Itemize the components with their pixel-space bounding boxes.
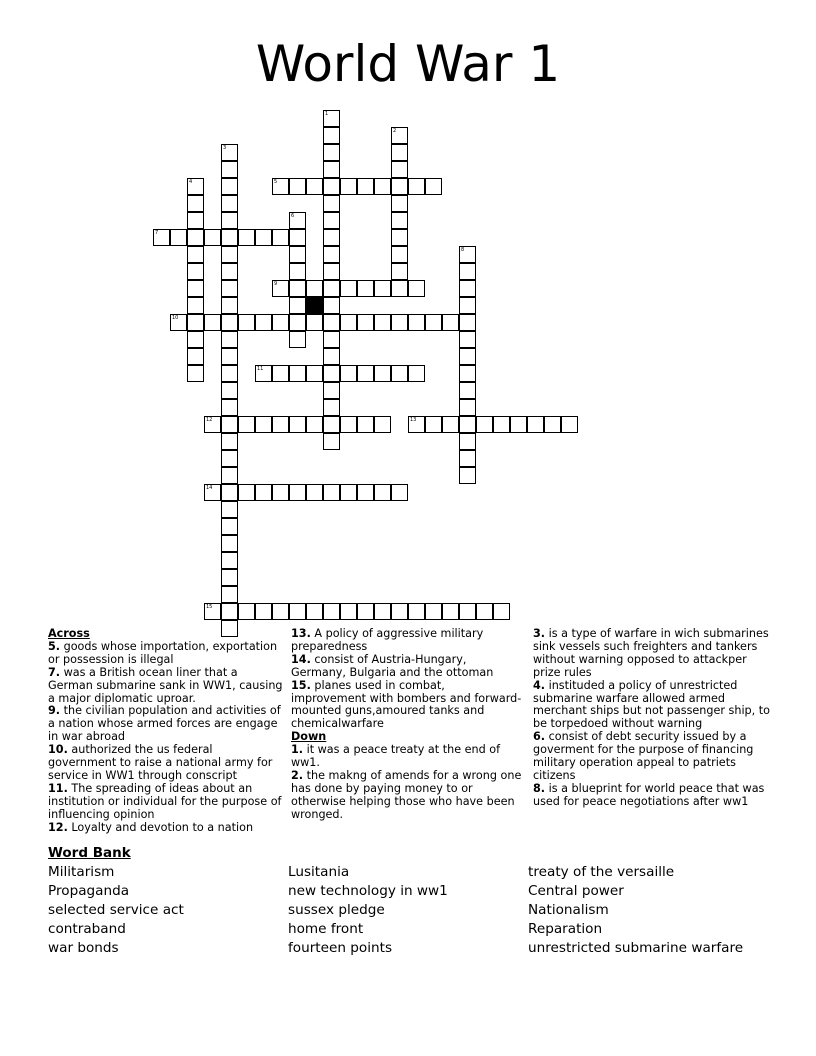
grid-cell[interactable] bbox=[459, 450, 476, 467]
grid-cell[interactable] bbox=[323, 127, 340, 144]
grid-cell[interactable] bbox=[187, 212, 204, 229]
clue-text: instituded a policy of unrestricted submarine warfare allowed armed merchant ships but not passenger ship, to be torpedoed without warning bbox=[533, 678, 770, 731]
grid-cell[interactable] bbox=[408, 416, 425, 433]
grid-cell[interactable] bbox=[425, 314, 442, 331]
grid-cell[interactable] bbox=[221, 365, 238, 382]
grid-cell[interactable] bbox=[221, 569, 238, 586]
grid-cell[interactable] bbox=[221, 178, 238, 195]
grid-cell[interactable] bbox=[323, 365, 340, 382]
grid-cell[interactable] bbox=[289, 314, 306, 331]
grid-cell[interactable] bbox=[289, 484, 306, 501]
clue-number: 9. bbox=[48, 704, 61, 718]
grid-cell[interactable] bbox=[170, 229, 187, 246]
grid-cell[interactable] bbox=[323, 195, 340, 212]
grid-cell[interactable] bbox=[323, 484, 340, 501]
grid-cell[interactable] bbox=[221, 467, 238, 484]
word-bank-item: Central power bbox=[528, 883, 624, 899]
clue-across-12 bbox=[48, 822, 283, 835]
grid-cell[interactable] bbox=[221, 484, 238, 501]
grid-cell[interactable] bbox=[272, 314, 289, 331]
grid-cell[interactable] bbox=[221, 552, 238, 569]
grid-cell[interactable] bbox=[493, 416, 510, 433]
grid-cell[interactable] bbox=[340, 365, 357, 382]
grid-cell[interactable] bbox=[374, 178, 391, 195]
grid-cell[interactable] bbox=[221, 450, 238, 467]
word-bank-item: contraband bbox=[48, 921, 126, 937]
clue-number: 1. bbox=[291, 743, 304, 757]
clue-number: 13. bbox=[291, 627, 311, 640]
grid-cell[interactable] bbox=[170, 314, 187, 331]
grid-cell[interactable] bbox=[323, 229, 340, 246]
clue-number: 2. bbox=[291, 768, 304, 782]
grid-cell[interactable] bbox=[323, 144, 340, 161]
grid-cell[interactable] bbox=[391, 280, 408, 297]
grid-cell[interactable] bbox=[459, 382, 476, 399]
word-bank-column-3 bbox=[528, 863, 743, 958]
grid-cell[interactable] bbox=[289, 229, 306, 246]
clue-text: the makng of amends for a wrong one has done by paying money to or otherwise helping those who have been wronged. bbox=[291, 768, 522, 821]
grid-cell[interactable] bbox=[459, 416, 476, 433]
clue-down-1 bbox=[291, 744, 523, 770]
grid-cell[interactable] bbox=[306, 314, 323, 331]
grid-cell[interactable] bbox=[187, 348, 204, 365]
grid-cell[interactable] bbox=[374, 603, 391, 620]
grid-cell[interactable] bbox=[323, 348, 340, 365]
grid-cell[interactable] bbox=[323, 212, 340, 229]
clue-number: 10. bbox=[48, 743, 68, 757]
grid-cell[interactable] bbox=[221, 331, 238, 348]
grid-cell[interactable] bbox=[187, 331, 204, 348]
grid-cell[interactable] bbox=[289, 365, 306, 382]
clue-text: consist of debt security issued by a goverment for the purpose of financing military operation appeal to patriets citizens bbox=[533, 730, 754, 782]
grid-cell[interactable] bbox=[306, 178, 323, 195]
down-heading: Down bbox=[291, 730, 327, 744]
grid-cell[interactable] bbox=[391, 161, 408, 178]
grid-cell[interactable] bbox=[221, 161, 238, 178]
grid-cell[interactable] bbox=[306, 484, 323, 501]
grid-cell[interactable] bbox=[306, 416, 323, 433]
grid-cell[interactable] bbox=[374, 484, 391, 501]
grid-cell[interactable] bbox=[459, 331, 476, 348]
grid-cell[interactable] bbox=[289, 178, 306, 195]
grid-cell[interactable] bbox=[459, 246, 476, 263]
clue-down-3 bbox=[533, 628, 773, 680]
grid-cell[interactable] bbox=[425, 416, 442, 433]
word-bank-item: treaty of the versaille bbox=[528, 864, 675, 880]
grid-cell[interactable] bbox=[323, 110, 340, 127]
grid-cell[interactable] bbox=[153, 229, 170, 246]
clue-across-13 bbox=[291, 628, 523, 654]
word-bank-column-2 bbox=[288, 863, 448, 958]
clue-text: A policy of aggressive military preparedness bbox=[291, 627, 484, 653]
grid-cell[interactable] bbox=[425, 178, 442, 195]
clue-text: planes used in combat, improvement with bombers and forward-mounted guns,amoured tanks and chemicalwarfare bbox=[291, 678, 522, 731]
clue-column-3 bbox=[533, 628, 773, 809]
grid-cell[interactable] bbox=[391, 484, 408, 501]
grid-cell[interactable] bbox=[357, 416, 374, 433]
clue-number-label: 7 bbox=[155, 230, 159, 236]
clue-number-label: 3 bbox=[223, 145, 227, 151]
clue-column-2 bbox=[291, 628, 523, 822]
grid-cell[interactable] bbox=[391, 365, 408, 382]
clue-number-label: 10 bbox=[172, 315, 179, 321]
grid-cell[interactable] bbox=[187, 297, 204, 314]
grid-cell[interactable] bbox=[459, 263, 476, 280]
grid-cell[interactable] bbox=[374, 365, 391, 382]
grid-cell[interactable] bbox=[442, 416, 459, 433]
grid-cell[interactable] bbox=[187, 229, 204, 246]
grid-cell[interactable] bbox=[289, 212, 306, 229]
grid-cell[interactable] bbox=[272, 280, 289, 297]
grid-cell[interactable] bbox=[459, 297, 476, 314]
clue-text: it was a peace treaty at the end of ww1. bbox=[291, 743, 501, 770]
grid-cell[interactable] bbox=[221, 518, 238, 535]
grid-cell[interactable] bbox=[221, 297, 238, 314]
clue-number: 7. bbox=[48, 665, 61, 679]
clue-number: 15. bbox=[291, 678, 311, 692]
clue-across-7 bbox=[48, 667, 283, 706]
grid-cell[interactable] bbox=[221, 229, 238, 246]
clue-number-label: 2 bbox=[393, 128, 397, 134]
grid-cell[interactable] bbox=[238, 229, 255, 246]
grid-cell[interactable] bbox=[221, 433, 238, 450]
grid-cell[interactable] bbox=[238, 416, 255, 433]
grid-cell[interactable] bbox=[255, 365, 272, 382]
grid-cell[interactable] bbox=[272, 484, 289, 501]
clue-across-11 bbox=[48, 783, 283, 822]
grid-cell[interactable] bbox=[255, 603, 272, 620]
grid-cell[interactable] bbox=[323, 297, 340, 314]
grid-cell[interactable] bbox=[255, 484, 272, 501]
grid-cell[interactable] bbox=[391, 127, 408, 144]
grid-cell[interactable] bbox=[306, 603, 323, 620]
clue-number-label: 6 bbox=[291, 213, 295, 219]
grid-cell[interactable] bbox=[493, 603, 510, 620]
grid-cell[interactable] bbox=[323, 399, 340, 416]
grid-cell[interactable] bbox=[221, 603, 238, 620]
grid-cell[interactable] bbox=[187, 365, 204, 382]
grid-cell[interactable] bbox=[323, 246, 340, 263]
grid-cell[interactable] bbox=[204, 229, 221, 246]
word-bank-item: war bonds bbox=[48, 940, 119, 956]
grid-cell[interactable] bbox=[391, 178, 408, 195]
grid-cell[interactable] bbox=[408, 280, 425, 297]
grid-cell[interactable] bbox=[289, 280, 306, 297]
grid-cell[interactable] bbox=[459, 280, 476, 297]
word-bank-column-1 bbox=[48, 863, 184, 958]
clue-text: the civilian population and activities of a nation whose armed forces are engage in war abroad bbox=[48, 704, 281, 744]
grid-cell[interactable] bbox=[374, 280, 391, 297]
clue-number-label: 15 bbox=[206, 604, 213, 610]
clue-across-14 bbox=[291, 654, 523, 680]
word-bank-item: Nationalism bbox=[528, 902, 609, 918]
grid-cell[interactable] bbox=[221, 535, 238, 552]
grid-cell[interactable] bbox=[391, 314, 408, 331]
word-bank-item: Militarism bbox=[48, 864, 115, 880]
grid-cell[interactable] bbox=[510, 416, 527, 433]
grid-cell[interactable] bbox=[272, 416, 289, 433]
grid-cell[interactable] bbox=[221, 399, 238, 416]
grid-cell[interactable] bbox=[357, 484, 374, 501]
grid-cell[interactable] bbox=[272, 603, 289, 620]
grid-cell[interactable] bbox=[289, 263, 306, 280]
grid-cell[interactable] bbox=[204, 603, 221, 620]
grid-cell[interactable] bbox=[187, 263, 204, 280]
grid-cell[interactable] bbox=[204, 314, 221, 331]
grid-cell[interactable] bbox=[323, 416, 340, 433]
word-bank-item: home front bbox=[288, 921, 364, 937]
word-bank-item: Reparation bbox=[528, 921, 603, 937]
grid-cell[interactable] bbox=[204, 416, 221, 433]
grid-cell[interactable] bbox=[408, 365, 425, 382]
word-bank-item: Lusitania bbox=[288, 864, 350, 880]
clue-number-label: 1 bbox=[325, 111, 329, 117]
clue-number-label: 5 bbox=[274, 179, 278, 185]
clue-across-15 bbox=[291, 680, 523, 732]
word-bank-item: unrestricted submarine warfare bbox=[528, 940, 744, 956]
grid-cell[interactable] bbox=[221, 144, 238, 161]
grid-cell[interactable] bbox=[374, 314, 391, 331]
grid-cell[interactable] bbox=[255, 229, 272, 246]
clue-number: 4. bbox=[533, 678, 546, 692]
word-bank-item: new technology in ww1 bbox=[288, 883, 448, 899]
grid-cell[interactable] bbox=[425, 603, 442, 620]
grid-cell[interactable] bbox=[221, 586, 238, 603]
grid-cell[interactable] bbox=[323, 382, 340, 399]
grid-cell[interactable] bbox=[306, 365, 323, 382]
grid-cell[interactable] bbox=[238, 603, 255, 620]
grid-cell[interactable] bbox=[289, 416, 306, 433]
clue-number: 6. bbox=[533, 730, 546, 744]
grid-cell[interactable] bbox=[323, 314, 340, 331]
grid-cell[interactable] bbox=[272, 365, 289, 382]
grid-cell[interactable] bbox=[357, 280, 374, 297]
clue-down-4 bbox=[533, 680, 773, 732]
grid-cell[interactable] bbox=[323, 331, 340, 348]
grid-cell[interactable] bbox=[187, 178, 204, 195]
clue-down-8 bbox=[533, 783, 773, 809]
grid-cell[interactable] bbox=[391, 229, 408, 246]
grid-cell[interactable] bbox=[238, 314, 255, 331]
clue-number: 11. bbox=[48, 781, 68, 795]
clue-number-label: 14 bbox=[206, 485, 213, 491]
clue-number: 14. bbox=[291, 652, 311, 666]
clue-text: was a British ocean liner that a German submarine sank in WW1, causing a major diplomatic uproar. bbox=[48, 665, 283, 705]
word-bank-item: sussex pledge bbox=[288, 902, 385, 918]
grid-cell[interactable] bbox=[204, 484, 221, 501]
grid-cell[interactable] bbox=[289, 331, 306, 348]
grid-cell[interactable] bbox=[187, 195, 204, 212]
clue-across-10 bbox=[48, 744, 283, 783]
clue-text: Loyalty and devotion to a nation bbox=[71, 820, 254, 834]
clue-number: 3. bbox=[533, 627, 546, 640]
grid-cell[interactable] bbox=[459, 433, 476, 450]
word-bank-item: selected service act bbox=[48, 902, 184, 918]
grid-cell[interactable] bbox=[221, 348, 238, 365]
black-square bbox=[306, 297, 323, 314]
grid-cell[interactable] bbox=[306, 280, 323, 297]
clue-across-9 bbox=[48, 705, 283, 744]
grid-cell[interactable] bbox=[221, 416, 238, 433]
grid-cell[interactable] bbox=[459, 467, 476, 484]
grid-cell[interactable] bbox=[221, 314, 238, 331]
grid-cell[interactable] bbox=[476, 603, 493, 620]
grid-cell[interactable] bbox=[544, 416, 561, 433]
grid-cell[interactable] bbox=[442, 314, 459, 331]
clue-column-1 bbox=[48, 628, 283, 835]
grid-cell[interactable] bbox=[476, 416, 493, 433]
grid-cell[interactable] bbox=[357, 314, 374, 331]
grid-cell[interactable] bbox=[408, 314, 425, 331]
clue-down-6 bbox=[533, 731, 773, 783]
grid-cell[interactable] bbox=[323, 280, 340, 297]
word-bank-item: fourteen points bbox=[288, 940, 393, 956]
grid-cell[interactable] bbox=[340, 484, 357, 501]
grid-cell[interactable] bbox=[527, 416, 544, 433]
grid-cell[interactable] bbox=[340, 314, 357, 331]
clue-text: is a blueprint for world peace that was used for peace negotiations after ww1 bbox=[533, 781, 765, 808]
grid-cell[interactable] bbox=[459, 399, 476, 416]
clue-text: goods whose importation, exportation or possession is illegal bbox=[48, 639, 278, 666]
grid-cell[interactable] bbox=[340, 280, 357, 297]
clue-text: authorized the us federal government to raise a national army for service in WW1 through conscript bbox=[48, 743, 273, 782]
grid-cell[interactable] bbox=[340, 603, 357, 620]
grid-cell[interactable] bbox=[187, 314, 204, 331]
clue-number-label: 11 bbox=[257, 366, 264, 372]
grid-cell[interactable] bbox=[357, 603, 374, 620]
grid-cell[interactable] bbox=[221, 263, 238, 280]
grid-cell[interactable] bbox=[391, 195, 408, 212]
grid-cell[interactable] bbox=[459, 314, 476, 331]
grid-cell[interactable] bbox=[391, 144, 408, 161]
clue-number: 8. bbox=[533, 781, 546, 795]
grid-cell[interactable] bbox=[408, 178, 425, 195]
clue-number-label: 13 bbox=[410, 417, 417, 423]
grid-cell[interactable] bbox=[289, 246, 306, 263]
grid-cell[interactable] bbox=[408, 603, 425, 620]
grid-cell[interactable] bbox=[323, 161, 340, 178]
grid-cell[interactable] bbox=[374, 416, 391, 433]
grid-cell[interactable] bbox=[255, 416, 272, 433]
grid-cell[interactable] bbox=[238, 484, 255, 501]
grid-cell[interactable] bbox=[255, 314, 272, 331]
word-bank-item: Propaganda bbox=[48, 883, 130, 899]
grid-cell[interactable] bbox=[459, 365, 476, 382]
grid-cell[interactable] bbox=[289, 297, 306, 314]
clue-across-5 bbox=[48, 641, 283, 667]
clue-number: 5. bbox=[48, 639, 61, 653]
grid-cell[interactable] bbox=[221, 382, 238, 399]
grid-cell[interactable] bbox=[221, 246, 238, 263]
grid-cell[interactable] bbox=[323, 178, 340, 195]
clue-text: is a type of warfare in wich submarines sink vessels such freighters and tankers without warning opposed to attackper prize rules bbox=[533, 627, 769, 679]
grid-cell[interactable] bbox=[323, 263, 340, 280]
grid-cell[interactable] bbox=[187, 246, 204, 263]
grid-cell[interactable] bbox=[357, 365, 374, 382]
clue-down-2 bbox=[291, 770, 523, 822]
grid-cell[interactable] bbox=[391, 263, 408, 280]
grid-cell[interactable] bbox=[459, 348, 476, 365]
clue-text: The spreading of ideas about an institution or individual for the purpose of influencing opinion bbox=[48, 781, 282, 821]
grid-cell[interactable] bbox=[272, 229, 289, 246]
grid-cell[interactable] bbox=[221, 501, 238, 518]
grid-cell[interactable] bbox=[221, 212, 238, 229]
grid-cell[interactable] bbox=[391, 212, 408, 229]
grid-cell[interactable] bbox=[221, 280, 238, 297]
page-title: World War 1 bbox=[255, 35, 561, 93]
clue-number-label: 4 bbox=[189, 179, 193, 185]
grid-cell[interactable] bbox=[340, 416, 357, 433]
grid-cell[interactable] bbox=[340, 178, 357, 195]
word-bank-title: Word Bank bbox=[48, 845, 131, 861]
clue-number-label: 8 bbox=[461, 247, 465, 253]
grid-cell[interactable] bbox=[459, 603, 476, 620]
grid-cell[interactable] bbox=[323, 603, 340, 620]
clue-number: 12. bbox=[48, 820, 68, 834]
grid-cell[interactable] bbox=[561, 416, 578, 433]
grid-cell[interactable] bbox=[221, 195, 238, 212]
grid-cell[interactable] bbox=[391, 246, 408, 263]
grid-cell[interactable] bbox=[187, 280, 204, 297]
clue-number-label: 9 bbox=[274, 281, 278, 287]
grid-cell[interactable] bbox=[391, 603, 408, 620]
clue-number-label: 12 bbox=[206, 417, 213, 423]
across-heading: Across bbox=[48, 627, 90, 640]
grid-cell[interactable] bbox=[272, 178, 289, 195]
grid-cell[interactable] bbox=[357, 178, 374, 195]
clue-text: consist of Austria-Hungary, Germany, Bulgaria and the ottoman bbox=[291, 652, 494, 679]
grid-cell[interactable] bbox=[289, 603, 306, 620]
grid-cell[interactable] bbox=[323, 433, 340, 450]
grid-cell[interactable] bbox=[442, 603, 459, 620]
